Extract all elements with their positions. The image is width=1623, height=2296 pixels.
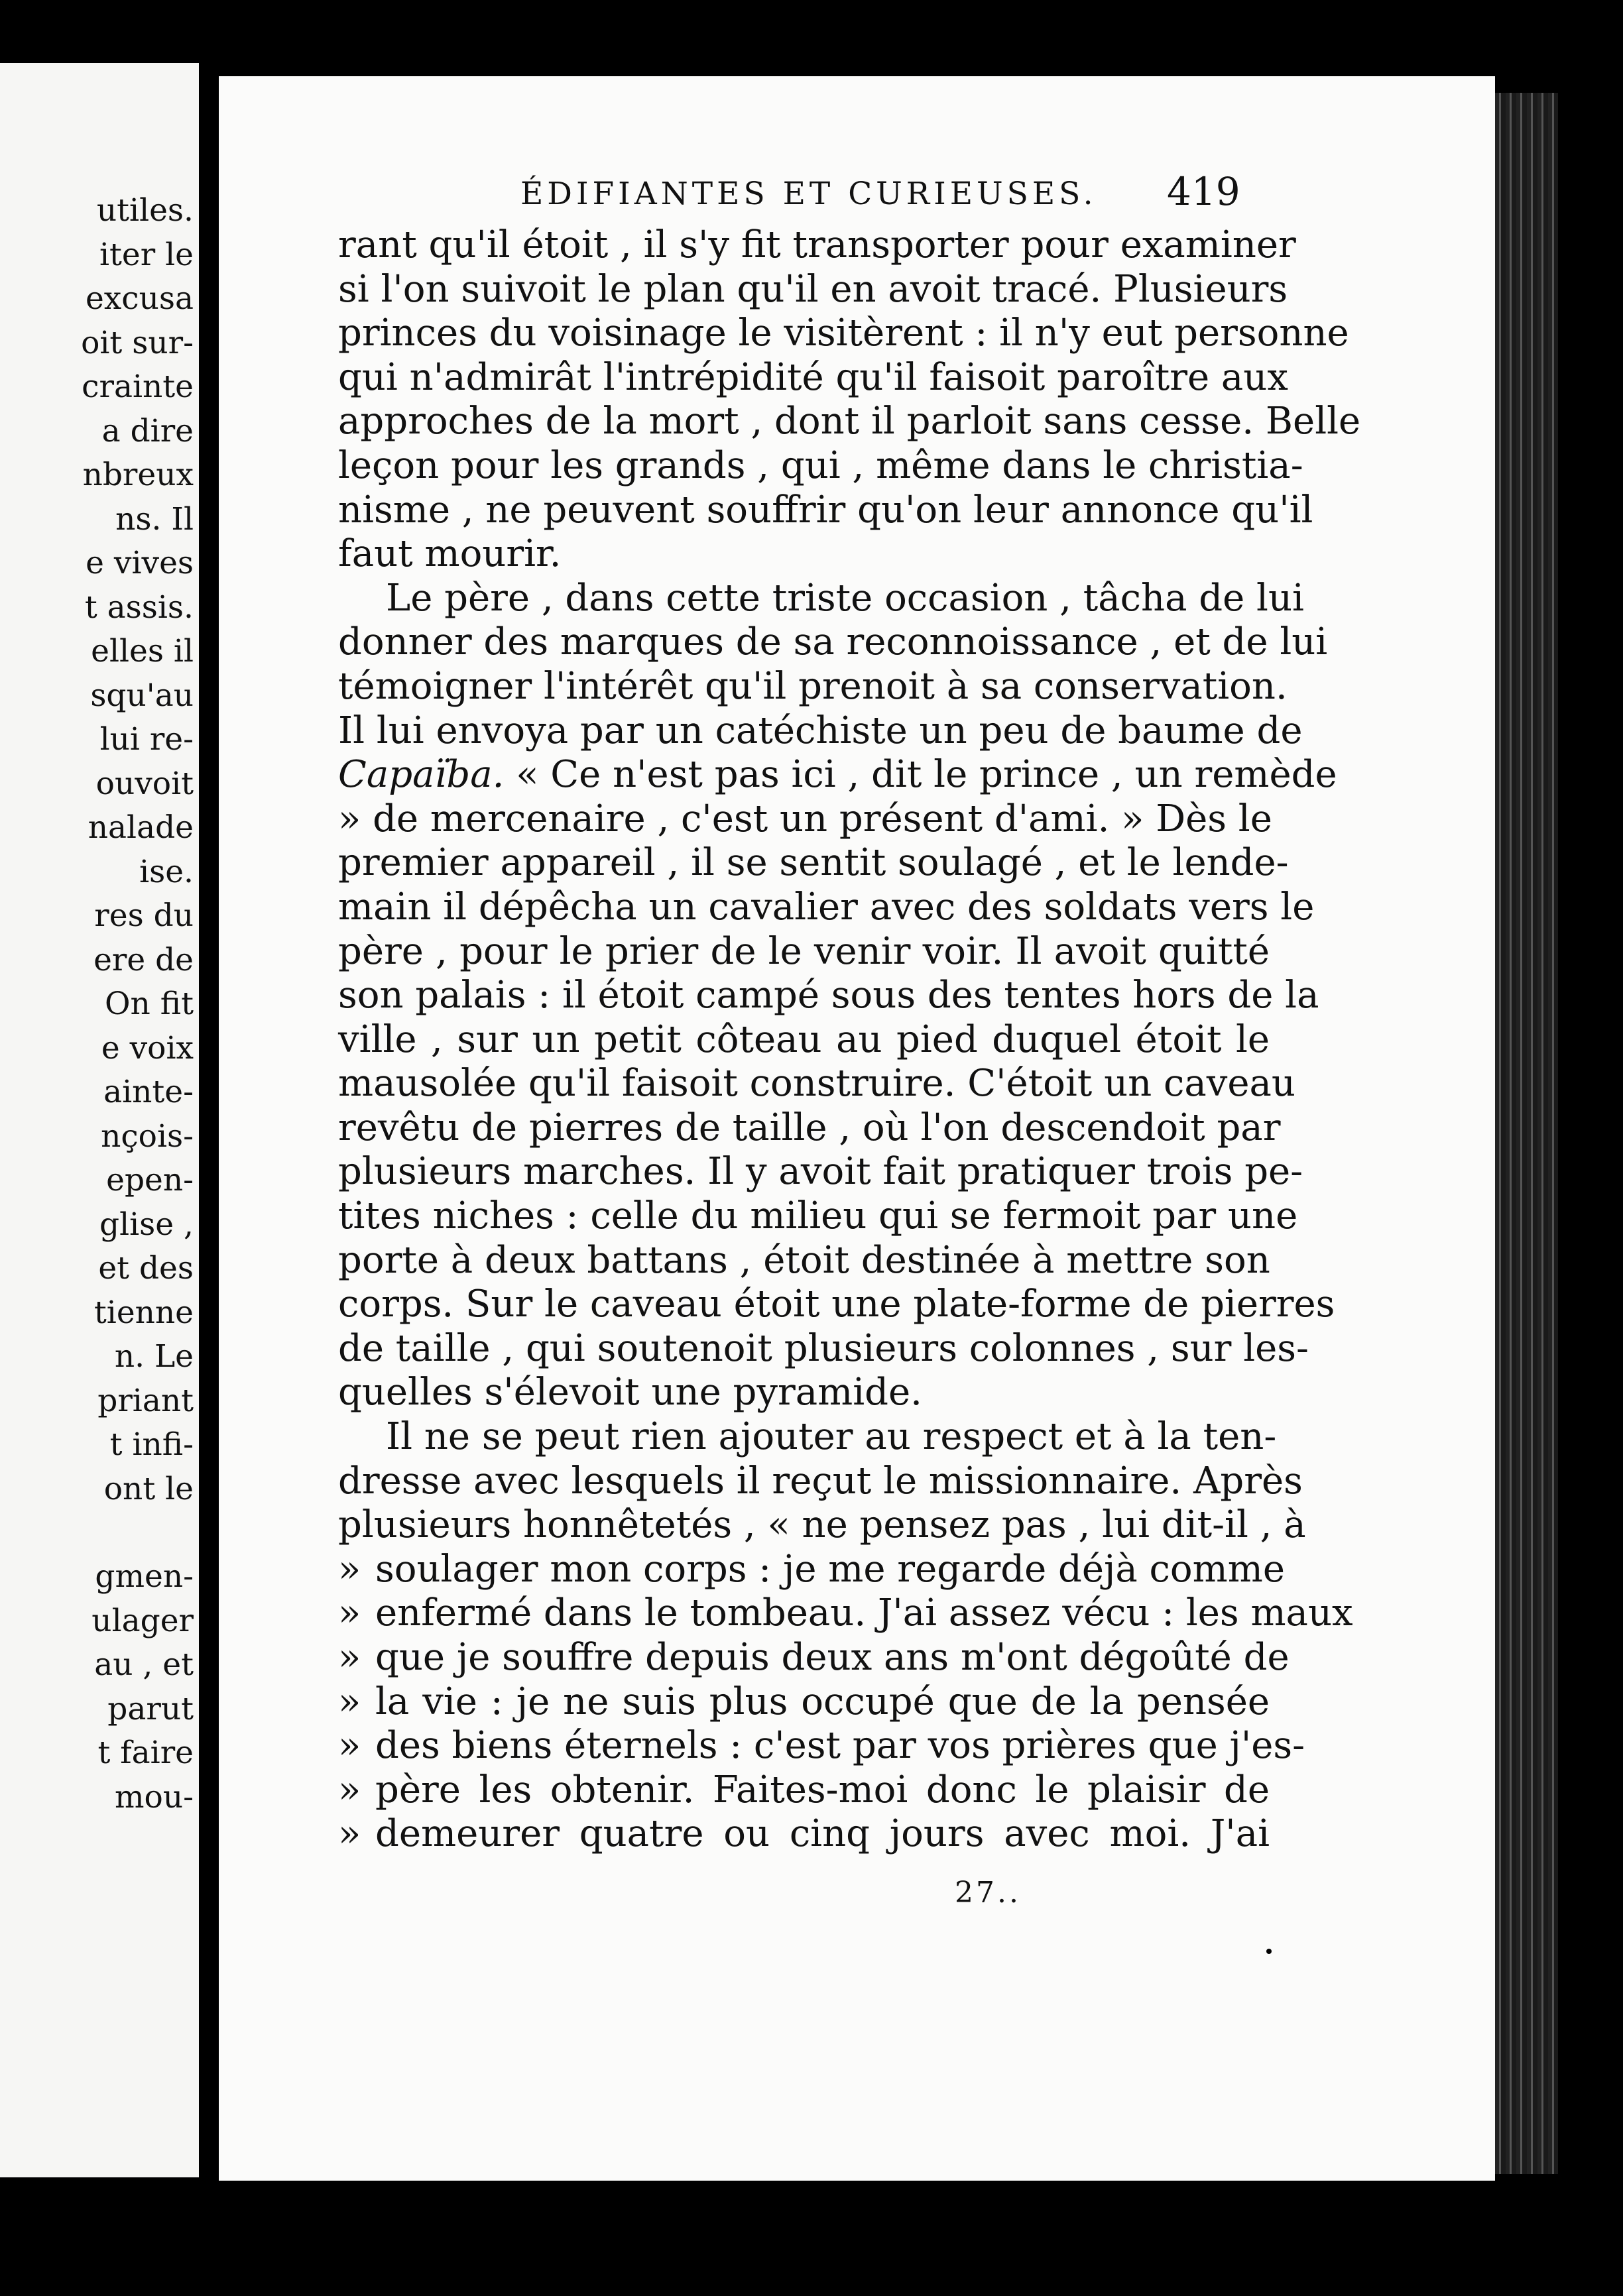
left-line: oit sur-: [81, 324, 194, 361]
text-line: revêtu de pierres de taille , où l'on descendoit par: [338, 1106, 1281, 1149]
quoted-line: [338, 1724, 1305, 1768]
left-line: utiles.: [96, 192, 194, 229]
text-line: quelles s'élevoit une pyramide.: [338, 1371, 922, 1414]
page-number: 419: [1167, 169, 1240, 214]
left-page-fragment: [0, 63, 199, 2177]
text-segment: soulager mon corps : je me regarde déjà comme: [375, 1547, 1285, 1591]
text-segment: père les obtenir. Faites-moi donc le plaisir de: [375, 1768, 1270, 1811]
text-segment: « Ce n'est pas ici , dit le prince , un remède: [516, 753, 1337, 797]
left-line: crainte: [82, 369, 194, 405]
quote-mark: »: [338, 1547, 361, 1591]
left-line: a dire: [101, 412, 194, 449]
text-line: faut mourir.: [338, 532, 562, 576]
quote-mark: »: [338, 1680, 361, 1723]
text-line: porte à deux battans , étoit destinée à mettre son: [338, 1238, 1270, 1282]
left-gap: [81, 1511, 194, 1555]
quote-mark: »: [338, 1724, 361, 1768]
left-line: res du: [94, 897, 194, 934]
right-page: [219, 76, 1495, 2181]
left-line: ere de: [93, 941, 194, 978]
left-line: e vives: [86, 545, 194, 581]
text-line: Le père , dans cette triste occasion , tâcha de lui: [386, 576, 1304, 620]
text-line: mausolée qu'il faisoit construire. C'étoit un caveau: [338, 1062, 1295, 1106]
italic-term: Capaïba.: [338, 753, 505, 797]
left-line: t faire: [97, 1735, 194, 1771]
quoted-line: [338, 1547, 1285, 1592]
text-line: ville , sur un petit côteau au pied duquel étoit le: [338, 1017, 1270, 1061]
text-line: plusieurs marches. Il y avoit fait pratiquer trois pe-: [338, 1150, 1303, 1194]
left-line: ainte-: [103, 1074, 194, 1110]
text-segment: demeurer quatre ou cinq jours avec moi. J'ai: [375, 1812, 1270, 1856]
text-segment: la vie : je ne suis plus occupé que de la pensée: [375, 1680, 1270, 1723]
text-line: de taille , qui soutenoit plusieurs colonnes , sur les-: [338, 1326, 1309, 1370]
text-line: son palais : il étoit campé sous des tentes hors de la: [338, 974, 1319, 1017]
left-line: gmen-: [95, 1558, 194, 1595]
left-line: ouvoit: [95, 765, 194, 802]
left-line: nçois-: [101, 1118, 194, 1155]
left-line: priant: [97, 1382, 194, 1419]
text-line: dresse avec lesquels il reçut le missionnaire. Après: [338, 1459, 1303, 1503]
left-line: ise.: [139, 853, 194, 890]
quoted-line: [338, 1591, 1353, 1636]
quoted-line: [338, 1812, 1270, 1857]
book-page-edge: [1495, 93, 1558, 2174]
text-line: père , pour le prier de le venir voir. Il avoit quitté: [338, 929, 1270, 973]
left-line: au , et: [94, 1646, 194, 1683]
left-line: ont le: [103, 1470, 194, 1507]
text-line: approches de la mort , dont il parloit sans cesse. Belle: [338, 400, 1361, 443]
left-line: et des: [98, 1250, 194, 1287]
left-line: nbreux: [82, 457, 194, 493]
ink-speck: [605, 13, 613, 23]
left-line: glise ,: [99, 1206, 194, 1243]
text-line: Il ne se peut rien ajouter au respect et à la ten-: [386, 1415, 1277, 1459]
left-line: tienne: [93, 1294, 194, 1331]
body-text: [338, 223, 1361, 1857]
left-line: iter le: [99, 236, 194, 273]
quoted-line: [338, 1680, 1270, 1725]
text-line: premier appareil , il se sentit soulagé , et le lende-: [338, 841, 1289, 885]
text-line: corps. Sur le caveau étoit une plate-forme de pierres: [338, 1283, 1335, 1326]
quote-mark: »: [338, 1768, 361, 1811]
quote-mark: »: [338, 1591, 361, 1635]
text-line: [338, 753, 1337, 797]
left-line: squ'au: [90, 677, 194, 714]
text-line: tites niches : celle du milieu qui se fermoit par une: [338, 1194, 1298, 1238]
text-line: Il lui envoya par un catéchiste un peu de baume de: [338, 709, 1303, 752]
ink-speck: [1266, 1949, 1272, 1954]
signature-mark: 27..: [955, 1876, 1021, 1910]
text-line: donner des marques de sa reconnoissance , et de lui: [338, 620, 1328, 664]
text-segment: que je souffre depuis deux ans m'ont dégoûté de: [375, 1636, 1290, 1679]
left-line: parut: [107, 1690, 194, 1727]
text-line: qui n'admirât l'intrépidité qu'il faisoit paroître aux: [338, 355, 1288, 399]
left-line: elles il: [91, 633, 194, 669]
text-line: plusieurs honnêtetés , « ne pensez pas , lui dit-il , à: [338, 1503, 1306, 1547]
left-line: nalade: [88, 809, 194, 846]
quote-mark: »: [338, 1636, 361, 1679]
left-line: mou-: [114, 1778, 194, 1815]
text-segment: enfermé dans le tombeau. J'ai assez vécu : les maux: [375, 1591, 1353, 1635]
text-segment: des biens éternels : c'est par vos prières que j'es-: [375, 1724, 1305, 1768]
left-line: e voix: [101, 1029, 194, 1066]
quote-mark: »: [338, 1812, 361, 1856]
left-page-text: [81, 189, 194, 1819]
text-line: si l'on suivoit le plan qu'il en avoit tracé. Plusieurs: [338, 267, 1288, 311]
text-line: nisme , ne peuvent souffrir qu'on leur annonce qu'il: [338, 488, 1313, 532]
text-line: rant qu'il étoit , il s'y fit transporter pour examiner: [338, 223, 1296, 266]
quoted-line: [338, 1636, 1290, 1680]
quoted-line: [338, 1768, 1270, 1813]
text-line: » de mercenaire , c'est un présent d'ami. » Dès le: [338, 797, 1272, 840]
left-line: t assis.: [84, 589, 194, 626]
text-line: leçon pour les grands , qui , même dans le christia-: [338, 443, 1303, 487]
text-line: main il dépêcha un cavalier avec des soldats vers le: [338, 885, 1315, 929]
left-line: t infi-: [109, 1426, 194, 1463]
text-line: princes du voisinage le visitèrent : il n'y eut personne: [338, 312, 1349, 355]
left-line: excusa: [85, 280, 194, 317]
running-head: ÉDIFIANTES ET CURIEUSES.: [520, 176, 1097, 212]
left-line: ns. Il: [115, 500, 194, 538]
left-line: ulager: [91, 1602, 194, 1639]
left-line: On fit: [105, 986, 194, 1022]
text-line: témoigner l'intérêt qu'il prenoit à sa conservation.: [338, 664, 1288, 708]
left-line: lui re-: [99, 721, 194, 758]
left-line: n. Le: [114, 1338, 194, 1375]
left-line: epen-: [106, 1162, 194, 1198]
